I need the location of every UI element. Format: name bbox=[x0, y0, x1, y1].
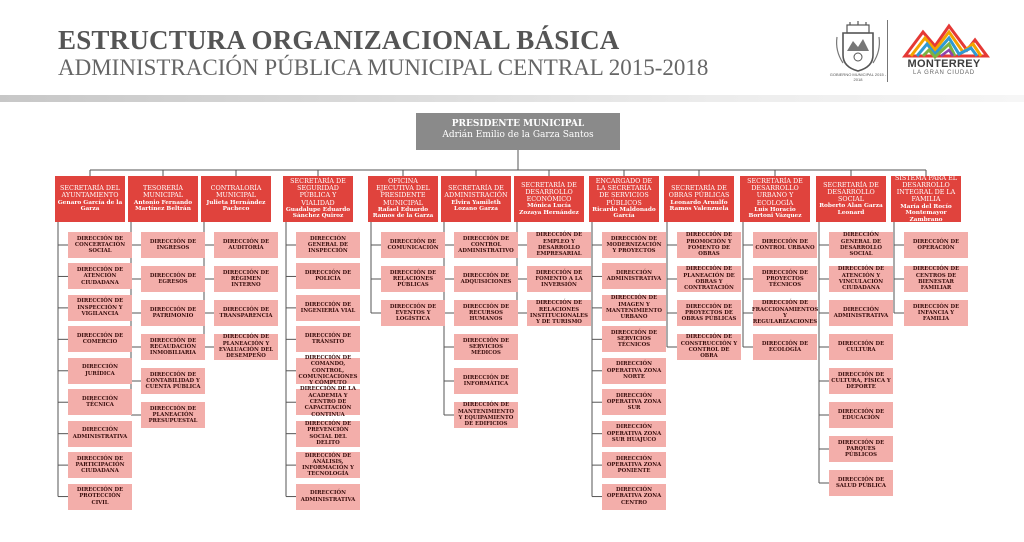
direccion-box: DIRECCIÓN DE ATENCIÓN CIUDADANA bbox=[68, 263, 132, 289]
direccion-box: DIRECCIÓN ADMINISTRATIVA bbox=[829, 300, 893, 326]
secretaria-box bbox=[201, 176, 271, 222]
direccion-box: DIRECCIÓN DE PARTICIPACIÓN CIUDADANA bbox=[68, 452, 132, 478]
president-name: Adrián Emilio de la Garza Santos bbox=[442, 130, 594, 140]
direccion-box: DIRECCIÓN DE CULTURA bbox=[829, 334, 893, 360]
logo-tagline: LA GRAN CIUDAD bbox=[913, 70, 975, 76]
direccion-box: DIRECCIÓN OPERATIVA ZONA CENTRO bbox=[602, 484, 666, 510]
direccion-box: DIRECCIÓN DE INSPECCIÓN Y VIGILANCIA bbox=[68, 295, 132, 321]
direccion-box: DIRECCIÓN DE SALUD PÚBLICA bbox=[829, 470, 893, 496]
direccion-box: DIRECCIÓN DE RECURSOS HUMANOS bbox=[454, 300, 518, 326]
secretaria-holder-name: Genaro García de la Garza bbox=[57, 199, 123, 213]
secretaria-box bbox=[664, 176, 734, 222]
president-title: PRESIDENTE MUNICIPAL bbox=[451, 119, 585, 129]
direccion-box: DIRECCIÓN DE EMPLEO Y DESARROLLO EMPRESARIAL bbox=[527, 232, 591, 258]
secretaria-title: SECRETARÍA DE DESARROLLO URBANO Y ECOLOGÍA bbox=[747, 177, 803, 207]
secretaria-holder-name: Leonardo Arnulfo Ramos Valenzuela bbox=[669, 199, 729, 213]
seal-caption: GOBIERNO MUNICIPAL 2015 - 2018 bbox=[829, 72, 887, 82]
direccion-box: DIRECCIÓN DE INFORMÁTICA bbox=[454, 368, 518, 394]
secretaria-box bbox=[891, 173, 961, 223]
secretaria-title: SECRETARÍA DEL AYUNTAMIENTO bbox=[60, 184, 120, 200]
direccion-box: DIRECCIÓN DE EVENTOS Y LOGÍSTICA bbox=[381, 300, 445, 326]
direccion-box: DIRECCIÓN DE FOMENTO A LA INVERSIÓN bbox=[527, 266, 591, 292]
direccion-box: DIRECCIÓN DE TRANSPARENCIA bbox=[214, 300, 278, 326]
page-subtitle: ADMINISTRACIÓN PÚBLICA MUNICIPAL CENTRAL 2015-2018 bbox=[58, 55, 709, 80]
direccion-box: DIRECCIÓN DE PLANEACIÓN DE OBRAS Y CONTRATACIÓN bbox=[677, 266, 741, 292]
direccion-box: DIRECCIÓN OPERATIVA ZONA PONIENTE bbox=[602, 452, 666, 478]
secretaria-box bbox=[816, 176, 886, 222]
direccion-box: DIRECCIÓN DE AUDITORÍA bbox=[214, 232, 278, 258]
direccion-box: DIRECCIÓN DE PROMOCIÓN Y FOMENTO DE OBRAS bbox=[677, 232, 741, 258]
president-box bbox=[416, 113, 620, 150]
secretaria-holder-name: Antonio Fernando Martínez Beltrán bbox=[133, 199, 193, 213]
direccion-box: DIRECCIÓN DE ECOLOGÍA bbox=[753, 334, 817, 360]
secretaria-box bbox=[128, 176, 198, 222]
direccion-box: DIRECCIÓN DE EGRESOS bbox=[141, 266, 205, 292]
direccion-box: DIRECCIÓN DE TRÁNSITO bbox=[296, 326, 360, 352]
direccion-box: DIRECCIÓN DE SERVICIOS MÉDICOS bbox=[454, 334, 518, 360]
direccion-box: DIRECCIÓN DE FRACCIONAMIENTOS Y REGULARIZACIONES bbox=[751, 300, 819, 326]
direccion-box: DIRECCIÓN DE MANTENIMIENTO Y EQUIPAMIENTO DE EDIFICIOS bbox=[454, 402, 518, 428]
secretaria-holder-name: Roberto Alan Garza Leonard bbox=[819, 203, 883, 216]
direccion-box: DIRECCIÓN DE PROYECTOS DE OBRAS PÚBLICAS bbox=[677, 300, 741, 326]
direccion-box: DIRECCIÓN DE CONTROL ADMINISTRATIVO bbox=[454, 232, 518, 258]
direccion-box: DIRECCIÓN DE PLANEACIÓN PRESUPUESTAL bbox=[141, 402, 205, 428]
direccion-box: DIRECCIÓN DE EDUCACIÓN bbox=[829, 402, 893, 428]
direccion-box: DIRECCIÓN DE CONCERTACIÓN SOCIAL bbox=[68, 232, 132, 258]
direccion-box: DIRECCIÓN DE PROTECCIÓN CIVIL bbox=[68, 484, 132, 510]
secretaria-title: SECRETARÍA DE DESARROLLO ECONÓMICO bbox=[521, 180, 577, 203]
secretaria-title: OFICINA EJECUTIVA DEL PRESIDENTE MUNICIPAL bbox=[376, 177, 430, 207]
direccion-box: DIRECCIÓN OPERATIVA ZONA SUR bbox=[602, 389, 666, 415]
logo-city-name: MONTERREY bbox=[907, 58, 981, 70]
secretaria-title: SECRETARÍA DE ADMINISTRACIÓN bbox=[444, 184, 508, 200]
secretaria-holder-name: Mónica Lucía Zozaya Hernández bbox=[519, 203, 579, 216]
secretaria-box bbox=[441, 176, 511, 222]
secretaria-holder-name: Elvira Yamileth Lozano Garza bbox=[451, 199, 501, 213]
direccion-box: DIRECCIÓN DE INFANCIA Y FAMILIA bbox=[904, 300, 968, 326]
direccion-box: DIRECCIÓN TÉCNICA bbox=[68, 389, 132, 415]
direccion-box: DIRECCIÓN DE ANÁLISIS, INFORMACIÓN Y TECNOLOGÍA bbox=[296, 452, 360, 478]
direccion-box: DIRECCIÓN DE INGENIERÍA VIAL bbox=[296, 295, 360, 321]
direccion-box: DIRECCIÓN DE MODERNIZACIÓN Y PROYECTOS bbox=[602, 232, 666, 258]
direccion-box: DIRECCIÓN DE RECAUDACIÓN INMOBILIARIA bbox=[141, 334, 205, 360]
secretaria-title: SECRETARÍA DE DESARROLLO SOCIAL bbox=[823, 180, 879, 203]
secretaria-title: SECRETARÍA DE OBRAS PÚBLICAS bbox=[668, 184, 730, 200]
direccion-box: DIRECCIÓN DE ADQUISICIONES bbox=[454, 266, 518, 292]
direccion-box: DIRECCIÓN DE PREVENCIÓN SOCIAL DEL DELITO bbox=[296, 421, 360, 447]
secretaria-title: TESORERÍA MUNICIPAL bbox=[142, 184, 184, 200]
direccion-box: DIRECCIÓN DE COMERCIO bbox=[68, 326, 132, 352]
secretaria-holder-name: Julieta Hernández Pacheco bbox=[206, 199, 266, 213]
direccion-box: DIRECCIÓN DE CONSTRUCCIÓN Y CONTROL DE OBRA bbox=[677, 334, 741, 360]
secretaria-box bbox=[514, 176, 584, 222]
direccion-box: DIRECCIÓN DE INGRESOS bbox=[141, 232, 205, 258]
secretaria-title: SISTEMA PARA EL DESARROLLO INTEGRAL DE LA FAMILIA bbox=[894, 173, 958, 204]
secretaria-holder-name: Rafael Eduardo Ramos de la Garza bbox=[372, 206, 434, 220]
direccion-box: DIRECCIÓN DE SERVICIOS TÉCNICOS bbox=[602, 326, 666, 352]
direccion-box: DIRECCIÓN DE PATRIMONIO bbox=[141, 300, 205, 326]
secretaria-holder-name: María del Rocío Montemayor Zambrano bbox=[900, 203, 952, 223]
direccion-box: DIRECCIÓN DE COMANDO, CONTROL, COMUNICACIONES Y CÓMPUTO bbox=[296, 358, 360, 384]
secretaria-holder-name: Guadalupe Eduardo Sánchez Quiroz bbox=[285, 206, 351, 220]
direccion-box: DIRECCIÓN DE CENTROS DE BIENESTAR FAMILIAR bbox=[904, 266, 968, 292]
direccion-box: DIRECCIÓN ADMINISTRATIVA bbox=[296, 484, 360, 510]
direccion-box: DIRECCIÓN ADMINISTRATIVA bbox=[602, 263, 666, 289]
direccion-box: DIRECCIÓN DE CULTURA, FÍSICA Y DEPORTE bbox=[829, 368, 893, 394]
direccion-box: DIRECCIÓN DE RELACIONES PÚBLICAS bbox=[381, 266, 445, 292]
direccion-box: DIRECCIÓN DE PROYECTOS TÉCNICOS bbox=[753, 266, 817, 292]
direccion-box: DIRECCIÓN DE CONTABILIDAD Y CUENTA PÚBLICA bbox=[141, 368, 205, 394]
direccion-box: DIRECCIÓN DE OPERACIÓN bbox=[904, 232, 968, 258]
secretaria-title: CONTRALORÍA MUNICIPAL bbox=[210, 184, 262, 200]
direccion-box: DIRECCIÓN DE RELACIONES INSTITUCIONALES Y DE TURISMO bbox=[527, 300, 591, 326]
direccion-box: DIRECCIÓN OPERATIVA ZONA NORTE bbox=[602, 358, 666, 384]
direccion-box: DIRECCIÓN DE COMUNICACIÓN bbox=[381, 232, 445, 258]
direccion-box: DIRECCIÓN DE RÉGIMEN INTERNO bbox=[214, 266, 278, 292]
direccion-box: DIRECCIÓN GENERAL DE DESARROLLO SOCIAL bbox=[829, 232, 893, 258]
direccion-box: DIRECCIÓN DE POLICÍA bbox=[296, 263, 360, 289]
secretaria-title: ENCARGADO DE LA SECRETARÍA DE SERVICIOS PÚBLICOS bbox=[595, 177, 653, 207]
direccion-box: DIRECCIÓN DE LA ACADEMIA Y CENTRO DE CAPACITACIÓN CONTINUA bbox=[296, 389, 360, 415]
direccion-box: DIRECCIÓN DE PARQUES PÚBLICOS bbox=[829, 436, 893, 462]
secretaria-box bbox=[740, 176, 810, 222]
direccion-box: DIRECCIÓN GENERAL DE INSPECCIÓN bbox=[296, 232, 360, 258]
direccion-box: DIRECCIÓN DE CONTROL URBANO bbox=[753, 232, 817, 258]
page-title: ESTRUCTURA ORGANIZACIONAL BÁSICA bbox=[58, 25, 620, 55]
secretaria-title: SECRETARÍA DE SEGURIDAD PÚBLICA Y VIALIDAD bbox=[290, 177, 346, 207]
secretaria-box bbox=[368, 176, 438, 222]
secretaria-box bbox=[283, 176, 353, 222]
direccion-box: DIRECCIÓN DE PLANEACIÓN Y EVALUACIÓN DEL DESEMPEÑO bbox=[214, 334, 278, 360]
direccion-box: DIRECCIÓN DE IMAGEN Y MANTENIMIENTO URBANO bbox=[602, 295, 666, 321]
secretaria-box bbox=[55, 176, 125, 222]
direccion-box: DIRECCIÓN OPERATIVA ZONA SUR HUAJUCO bbox=[602, 421, 666, 447]
direccion-box: DIRECCIÓN ADMINISTRATIVA bbox=[68, 421, 132, 447]
secretaria-box bbox=[589, 176, 659, 222]
secretaria-holder-name: Luis Horacio Bortoni Vázquez bbox=[748, 206, 802, 220]
direccion-box: DIRECCIÓN JURÍDICA bbox=[68, 358, 132, 384]
secretaria-holder-name: Ricardo Maldonado García bbox=[592, 206, 656, 220]
direccion-box: DIRECCIÓN DE ATENCIÓN Y VINCULACIÓN CIUDADANA bbox=[829, 266, 893, 292]
